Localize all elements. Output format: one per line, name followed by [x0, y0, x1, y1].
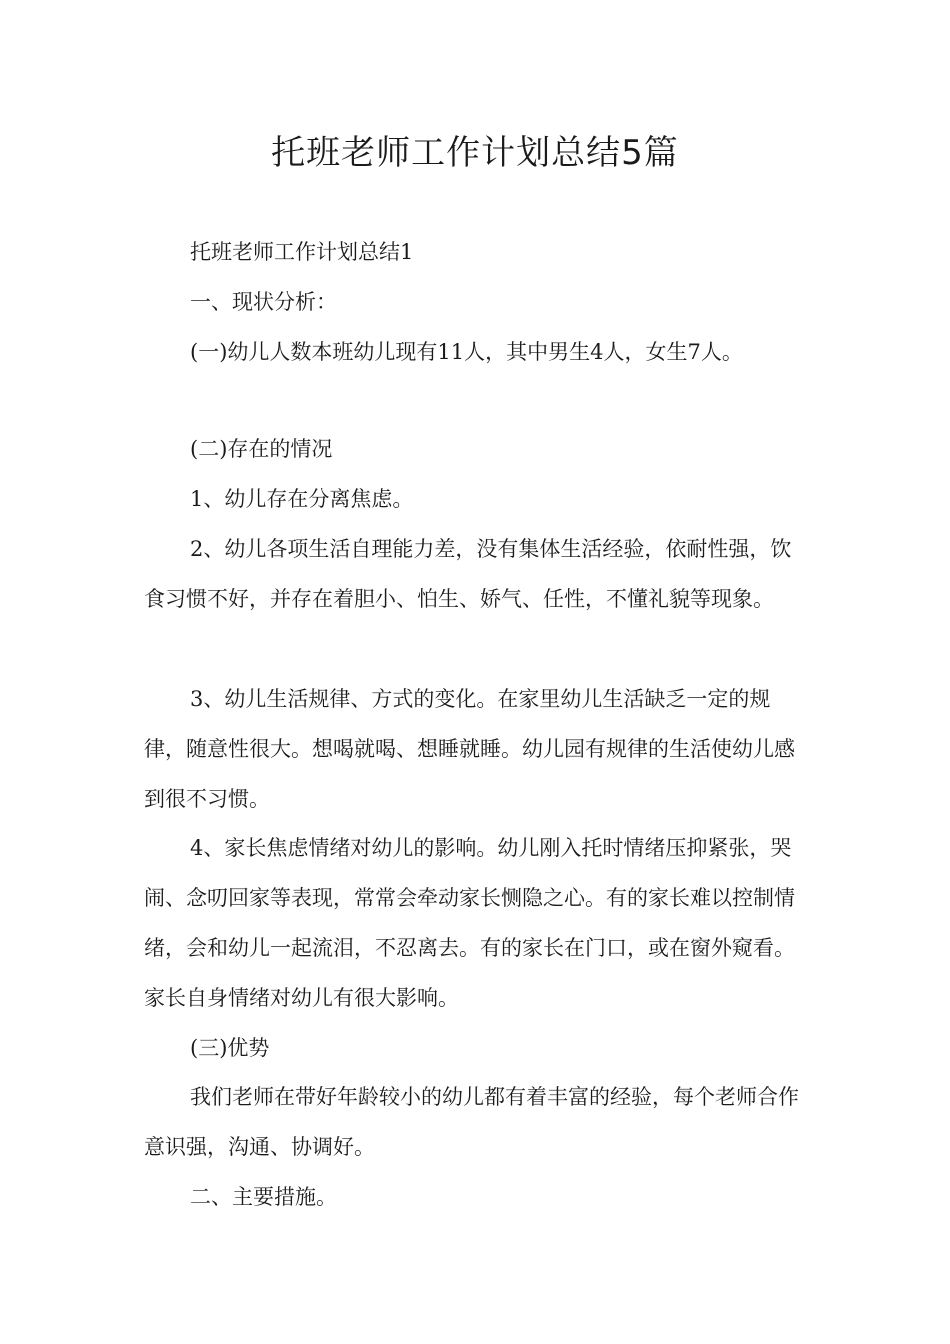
paragraph-children-count: (一)幼儿人数本班幼儿现有11人，其中男生4人，女生7人。 — [190, 340, 743, 364]
section-heading-status: 一、现状分析： — [190, 290, 337, 314]
document-title: 托班老师工作计划总结5篇 — [271, 133, 679, 173]
paragraph-point-1: 1、幼儿存在分离焦虑。 — [190, 487, 414, 511]
subheading-existing-situation: (二)存在的情况 — [190, 437, 333, 461]
paragraph-point-3: 3、幼儿生活规律、方式的变化。在家里幼儿生活缺乏一定的规律，随意性很大。想喝就喝、想睡就睡。幼儿园有规律的生活使幼儿感到很不习惯。 — [144, 687, 795, 811]
paragraph-advantages: 我们老师在带好年龄较小的幼儿都有着丰富的经验，每个老师合作意识强，沟通、协调好。 — [144, 1085, 799, 1159]
paragraph-point-2: 2、幼儿各项生活自理能力差，没有集体生活经验，依耐性强，饮食习惯不好，并存在着胆小、怕生、娇气、任性，不懂礼貌等现象。 — [144, 537, 792, 611]
subtitle: 托班老师工作计划总结1 — [190, 240, 414, 264]
section-heading-measures: 二、主要措施。 — [190, 1185, 337, 1209]
paragraph-point-4: 4、家长焦虑情绪对幼儿的影响。幼儿刚入托时情绪压抑紧张，哭闹、念叨回家等表现，常常会牵动家长恻隐之心。有的家长难以控制情绪，会和幼儿一起流泪，不忍离去。有的家长在门口，或在窗外窥看。家长自身情绪对幼儿有很大影响。 — [144, 836, 795, 1010]
subheading-advantages: (三)优势 — [190, 1036, 270, 1060]
